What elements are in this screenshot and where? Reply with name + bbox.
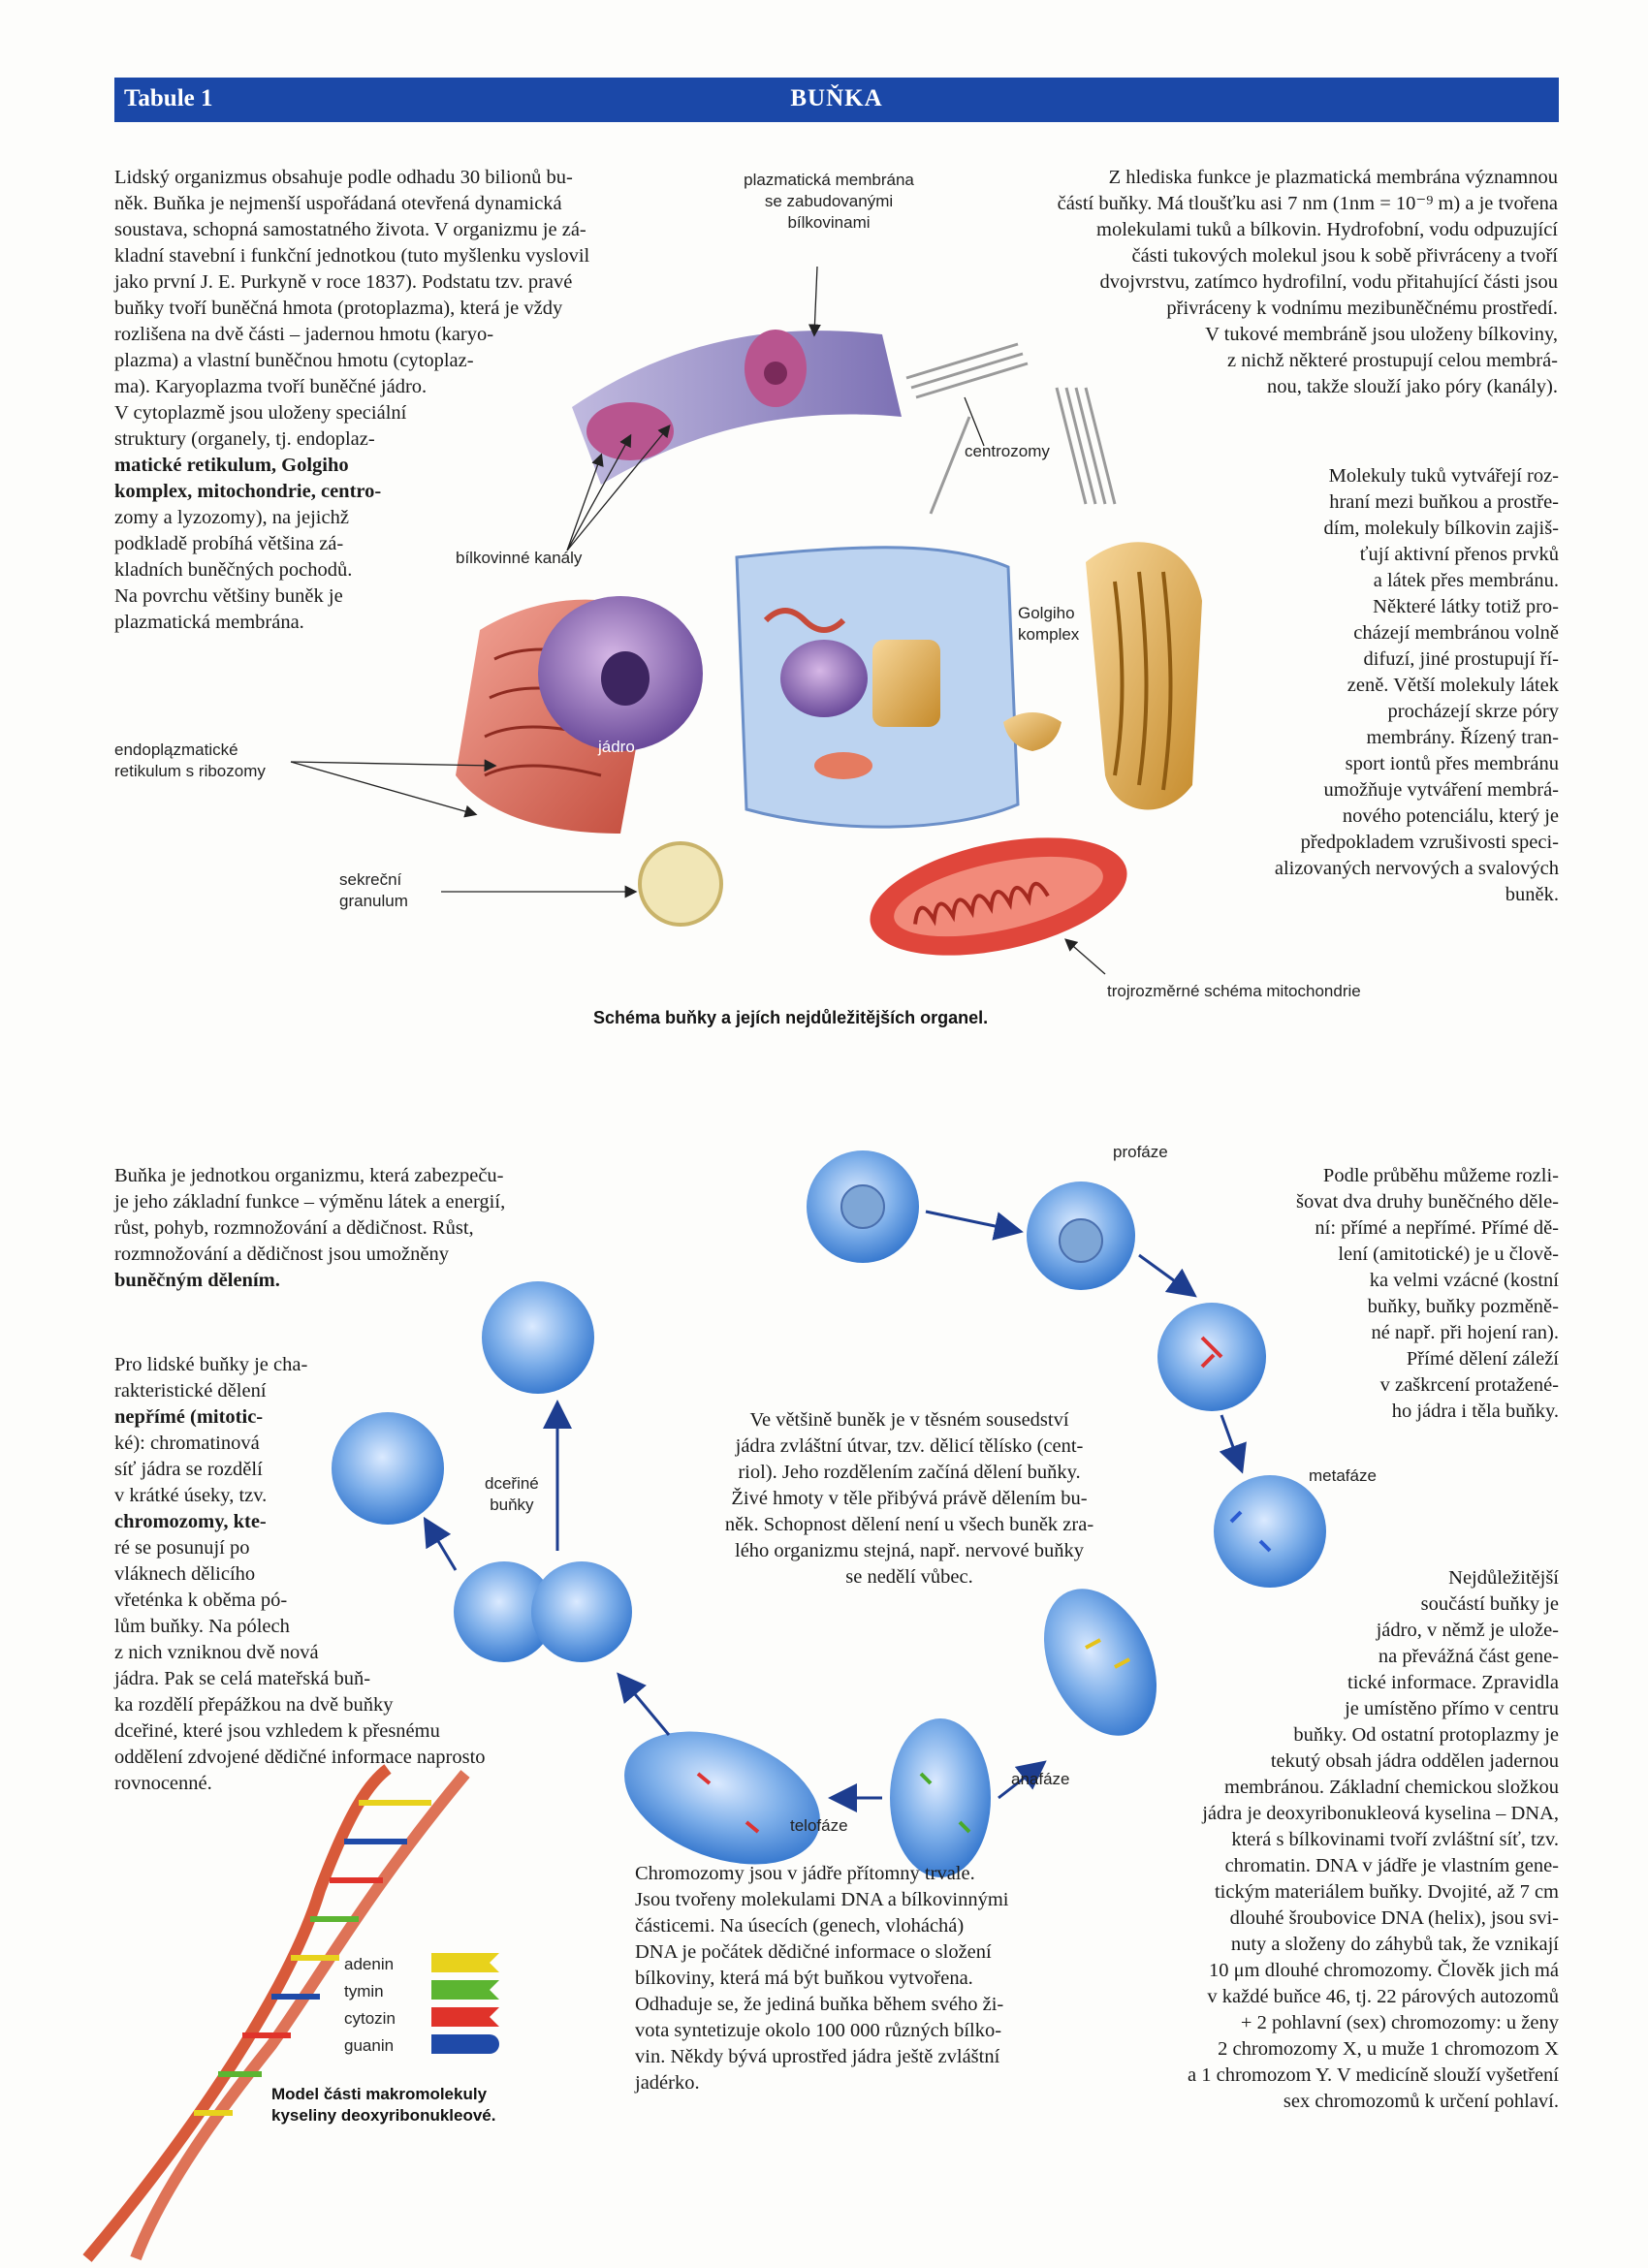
membrane-line: V tukové membráně jsou uloženy bílkoviny, [1205,324,1558,345]
nucleus-line: membránou. Základní chemickou složkou [1224,1777,1559,1798]
label-golgi [1018,603,1079,646]
intro-line: zomy a lyzozomy), na jejichž [114,507,349,528]
intro-line: V cytoplazmě jsou uloženy speciální [114,402,407,424]
cell-cutaway-illustration [737,548,1018,827]
intro-line: kladních buněčných pochodů. [114,559,353,581]
division-paragraph [114,1163,611,1294]
page-title: BUŇKA [790,85,883,111]
label-line: Golgiho [1018,604,1075,622]
division-line: rozmnožování a dědičnost jsou umožněny [114,1244,449,1265]
nucleus-line: jádro, v němž je ulože- [1376,1620,1559,1641]
nucleus-line: tické informace. Zpravidla [1347,1672,1559,1693]
legend-swatch-adenin [431,1953,499,1972]
nucleus-line: tickým materiálem buňky. Dvojité, až 7 cm [1214,1881,1559,1903]
nucleus-line: sex chromozomů k určení pohlaví. [1283,2091,1559,2112]
chromosomes-paragraph [635,1861,1071,2096]
legend-swatch-guanin [431,2034,499,2054]
nucleus-line: chromatin. DNA v jádře je vlastním gene- [1224,1855,1559,1876]
direct-line: šovat dva druhy buněčného děle- [1296,1191,1559,1213]
membrane-line: přivráceny k vodnímu mezibuněčnému prostředí. [1166,298,1558,319]
label-protein-channels: bílkovinné kanály [456,549,583,567]
direct-line: ní: přímé a nepřímé. Přímé dě- [1315,1217,1559,1239]
indirect-line: ré se posunují po [114,1537,250,1559]
label-line: granulum [339,892,408,910]
nucleus-line: buňky. Od ostatní protoplazmy je [1293,1724,1559,1746]
chromosomes-line: bílkoviny, která má být buňkou vytvořena. [635,1968,973,1989]
dna-legend [344,1951,396,2060]
intro-line: buňky tvoří buněčná hmota (protoplazma), která je vždy [114,298,563,319]
indirect-line: vláknech dělicího [114,1563,256,1585]
label-line: dceřiné [485,1474,539,1493]
label-line: bílkovinami [787,213,871,232]
centriole-line: lého organizmu stejná, např. nervové buňky [735,1540,1084,1561]
intro-line: Na povrchu většiny buněk je [114,585,343,607]
centriole-paragraph [667,1407,1152,1591]
chromosomes-line: vota syntetizuje okolo 100 000 různých bílko- [635,2020,1002,2041]
intro-line: soustava, schopná samostatného života. V organizmu je zá- [114,219,586,240]
indirect-line: ka rozdělí přepážkou na dvě buňky [114,1694,394,1716]
nucleus-line: nuty a složeny do záhybů tak, že vznikají [1230,1934,1559,1955]
division-line: buněčným dělením. [114,1270,280,1291]
direct-line: lení (amitotické) je u člově- [1338,1244,1559,1265]
membrane-line: z nichž některé prostupují celou membrá- [1227,350,1558,371]
indirect-line: oddělení zdvojené dědičné informace naprosto [114,1747,486,1768]
nucleus-line: tekutý obsah jádra oddělen jadernou [1270,1750,1559,1772]
mitochondrion-illustration [860,817,1138,976]
indirect-line: z nich vzniknou dvě nová [114,1642,319,1663]
nucleus-line: a 1 chromozom Y. V medicíně slouží vyšetření [1188,2064,1559,2086]
membrane-line: nou, takže slouží jako póry (kanály). [1266,376,1558,397]
label-anaphase: anafáze [1011,1770,1070,1788]
direct-line: buňky, buňky pozměně- [1367,1296,1559,1317]
membrane-line: částí buňky. Má tloušťku asi 7 nm (1nm = 10⁻⁹ m) a je tvořena [1057,193,1558,214]
chromosomes-line: Jsou tvořeny molekulami DNA a bílkovinnými [635,1889,1009,1910]
molecules-line: hraní mezi buňkou a prostře- [1329,491,1559,513]
dna-helix-illustration [87,1769,465,2258]
legend-adenin: adenin [344,1955,395,1973]
legend-swatch-cytozin [431,2007,499,2027]
molecules-line: alizovaných nervových a svalových [1274,858,1559,879]
nucleus-line: v každé buňce 46, tj. 22 párových autozomů [1207,1986,1559,2007]
cell-figure-caption: Schéma buňky a jejích nejdůležitějších organel. [593,1008,989,1027]
intro-line: plazmatická membrána. [114,612,304,633]
molecules-line: umožňuje vytváření membrá- [1323,779,1559,801]
indirect-line: nepřímé (mitotic- [114,1406,264,1428]
label-line: se zabudovanými [764,192,894,210]
label-plasma-membrane [732,170,926,234]
chromosomes-line: DNA je počátek dědičné informace o složení [635,1941,992,1963]
membrane-paragraph [962,165,1558,400]
direct-line: ka velmi vzácné (kostní [1369,1270,1559,1291]
intro-line: ma). Karyoplazma tvoří buněčné jádro. [114,376,428,397]
label-nucleus: jádro [598,738,635,756]
nucleus-line: součástí buňky je [1420,1593,1559,1615]
indirect-line: rovnocenné. [114,1773,212,1794]
label-daughter-cells [485,1473,539,1516]
nucleus-line: 2 chromozomy X, u muže 1 chromozom X [1218,2038,1559,2060]
centriole-line: se nedělí vůbec. [845,1566,973,1588]
chromosomes-line: vin. Někdy bývá uprostřed jádra ještě zvláštní [635,2046,1000,2067]
nucleus-line: je umístěno přímo v centru [1345,1698,1559,1719]
label-mitochondrion: trojrozměrné schéma mitochondrie [1107,982,1361,1000]
indirect-line: ké): chromatinová [114,1433,260,1454]
legend-swatch-tymin [431,1980,499,2000]
label-telophase: telofáze [790,1816,848,1835]
label-centrosomes: centrozomy [965,442,1050,460]
molecules-line: Molekuly tuků vytvářejí roz- [1328,465,1559,487]
secretory-granule-illustration [640,843,721,925]
centriole-line: Ve většině buněk je v těsném sousedství [749,1409,1069,1431]
indirect-line: síť jádra se rozdělí [114,1459,263,1480]
centriole-line: něk. Schopnost dělení není u všech buněk zra- [724,1514,1094,1535]
legend-tymin: tymin [344,1982,384,2000]
direct-line: ho jádra i těla buňky. [1391,1401,1559,1422]
molecules-line: membrány. Řízený tran- [1366,727,1559,748]
nucleus-line: která s bílkovinami tvoří zvláštní síť, tzv. [1231,1829,1559,1850]
legend-cytozin: cytozin [344,2009,396,2028]
molecules-paragraph [1134,463,1559,908]
membrane-line: Z hlediska funkce je plazmatická membrána významnou [1108,167,1558,188]
intro-line: matické retikulum, Golgiho [114,455,349,476]
indirect-line: lům buňky. Na pólech [114,1616,290,1637]
intro-line: Lidský organizmus obsahuje podle odhadu 30 bilionů bu- [114,167,573,188]
division-line: Buňka je jednotkou organizmu, která zabezpeču- [114,1165,504,1186]
intro-line: něk. Buňka je nejmenší uspořádaná otevřená dynamická [114,193,562,214]
molecules-line: procházejí skrze póry [1387,701,1559,722]
nucleus-paragraph [1105,1565,1559,2115]
intro-line: plazma) a vlastní buněčnou hmotu (cytoplaz- [114,350,474,371]
molecules-line: sport iontů přes membránu [1345,753,1559,774]
intro-line: kladní stavební i funkční jednotkou (tuto myšlenku vyslovil [114,245,590,267]
molecules-line: předpokladem vzrušivosti speci- [1300,832,1559,853]
legend-guanin: guanin [344,2036,395,2055]
molecules-line: cházejí membránou volně [1353,622,1559,644]
indirect-line: jádra. Pak se celá mateřská buň- [114,1668,371,1689]
membrane-line: části tukových molekul jsou k sobě přivráceny a tvoří [1131,245,1558,267]
membrane-line: molekulami tuků a bílkovin. Hydrofobní, vodu odpuzující [1096,219,1558,240]
label-metaphase: metafáze [1309,1466,1377,1485]
label-line: retikulum s ribozomy [114,762,266,780]
membrane-line: dvojvrstvu, zatímco hydrofilní, vodu přitahující části jsou [1099,271,1558,293]
molecules-line: ťují aktivní přenos prvků [1359,544,1559,565]
label-line: sekreční [339,870,402,889]
centriole-line: Živé hmoty v těle přibývá právě dělením bu- [731,1488,1088,1509]
plate-number: Tabule 1 [124,85,213,111]
intro-line: struktury (organely, tj. endoplaz- [114,428,375,450]
nucleus-line: + 2 pohlavní (sex) chromozomy: u ženy [1240,2012,1559,2033]
direct-line: Přímé dělení záleží [1406,1348,1559,1370]
nucleus-line: na převážná část gene- [1378,1646,1559,1667]
label-er [114,740,266,782]
molecules-line: buněk. [1505,884,1559,905]
indirect-line: vřeténka k oběma pó- [114,1590,288,1611]
label-line: buňky [490,1496,534,1514]
caption-line: kyseliny deoxyribonukleové. [271,2106,496,2125]
nucleus-line: dlouhé šroubovice DNA (helix), jsou svi- [1229,1907,1559,1929]
indirect-line: Pro lidské buňky je cha- [114,1354,308,1375]
direct-line: Podle průběhu můžeme rozli- [1322,1165,1559,1186]
chromosomes-line: částicemi. Na úsecích (genech, vloháchá) [635,1915,965,1937]
dna-legend-swatches [431,1953,499,2054]
centriole-line: riol). Jeho rozdělením začíná dělení buňky. [738,1462,1081,1483]
indirect-line: rakteristické dělení [114,1380,267,1402]
intro-line: komplex, mitochondrie, centro- [114,481,382,502]
molecules-line: nového potenciálu, který je [1342,805,1559,827]
division-line: růst, pohyb, rozmnožování a dědičnost. Růst, [114,1217,474,1239]
division-line: je jeho základní funkce – výměnu látek a energií, [114,1191,506,1213]
nucleus-line: Nejdůležitější [1448,1567,1559,1589]
label-line: endoplązmatické [114,740,238,759]
nucleus-line: jádra je deoxyribonukleová kyselina – DNA, [1202,1803,1559,1824]
label-line: plazmatická membrána [744,171,914,189]
dna-caption [271,2084,495,2126]
indirect-line: dceřiné, které jsou vzhledem k přesnému [114,1720,440,1742]
intro-line: rozlišena na dvě části – jadernou hmotu (karyo- [114,324,494,345]
caption-line: Model části makromolekuly [271,2085,488,2103]
direct-division-paragraph [1202,1163,1559,1425]
molecules-line: a látek přes membránu. [1373,570,1559,591]
intro-paragraph [114,165,706,636]
indirect-division-paragraph [114,1352,580,1797]
indirect-line: v krátké úseky, tzv. [114,1485,268,1506]
intro-line: podkladě probíhá většina zá- [114,533,344,554]
label-secretory-granule [339,869,408,912]
chromosomes-line: Odhaduje se, že jediná buňka během svého ži- [635,1994,1004,2015]
intro-line: jako první J. E. Purkyně v roce 1837). Podstatu tzv. pravé [114,271,573,293]
nucleus-line: 10 μm dlouhé chromozomy. Člověk jich má [1209,1960,1559,1981]
molecules-line: Některé látky totiž pro- [1373,596,1559,617]
molecules-line: zeně. Větší molekuly látek [1347,675,1559,696]
direct-line: v zaškrcení protažené- [1379,1374,1559,1396]
label-prophase: profáze [1113,1143,1168,1161]
chromosomes-line: Chromozomy jsou v jádře přítomny trvale. [635,1863,975,1884]
label-line: komplex [1018,625,1080,644]
molecules-line: difuzí, jiné prostupují ří- [1363,648,1559,670]
indirect-line: chromozomy, kte- [114,1511,267,1532]
centriole-line: jádra zvláštní útvar, tzv. dělicí tělísko (cent- [735,1435,1084,1457]
chromosomes-line: jadérko. [635,2072,700,2094]
molecules-line: dím, molekuly bílkovin zajiš- [1323,518,1559,539]
direct-line: né např. při hojení ran). [1371,1322,1559,1343]
